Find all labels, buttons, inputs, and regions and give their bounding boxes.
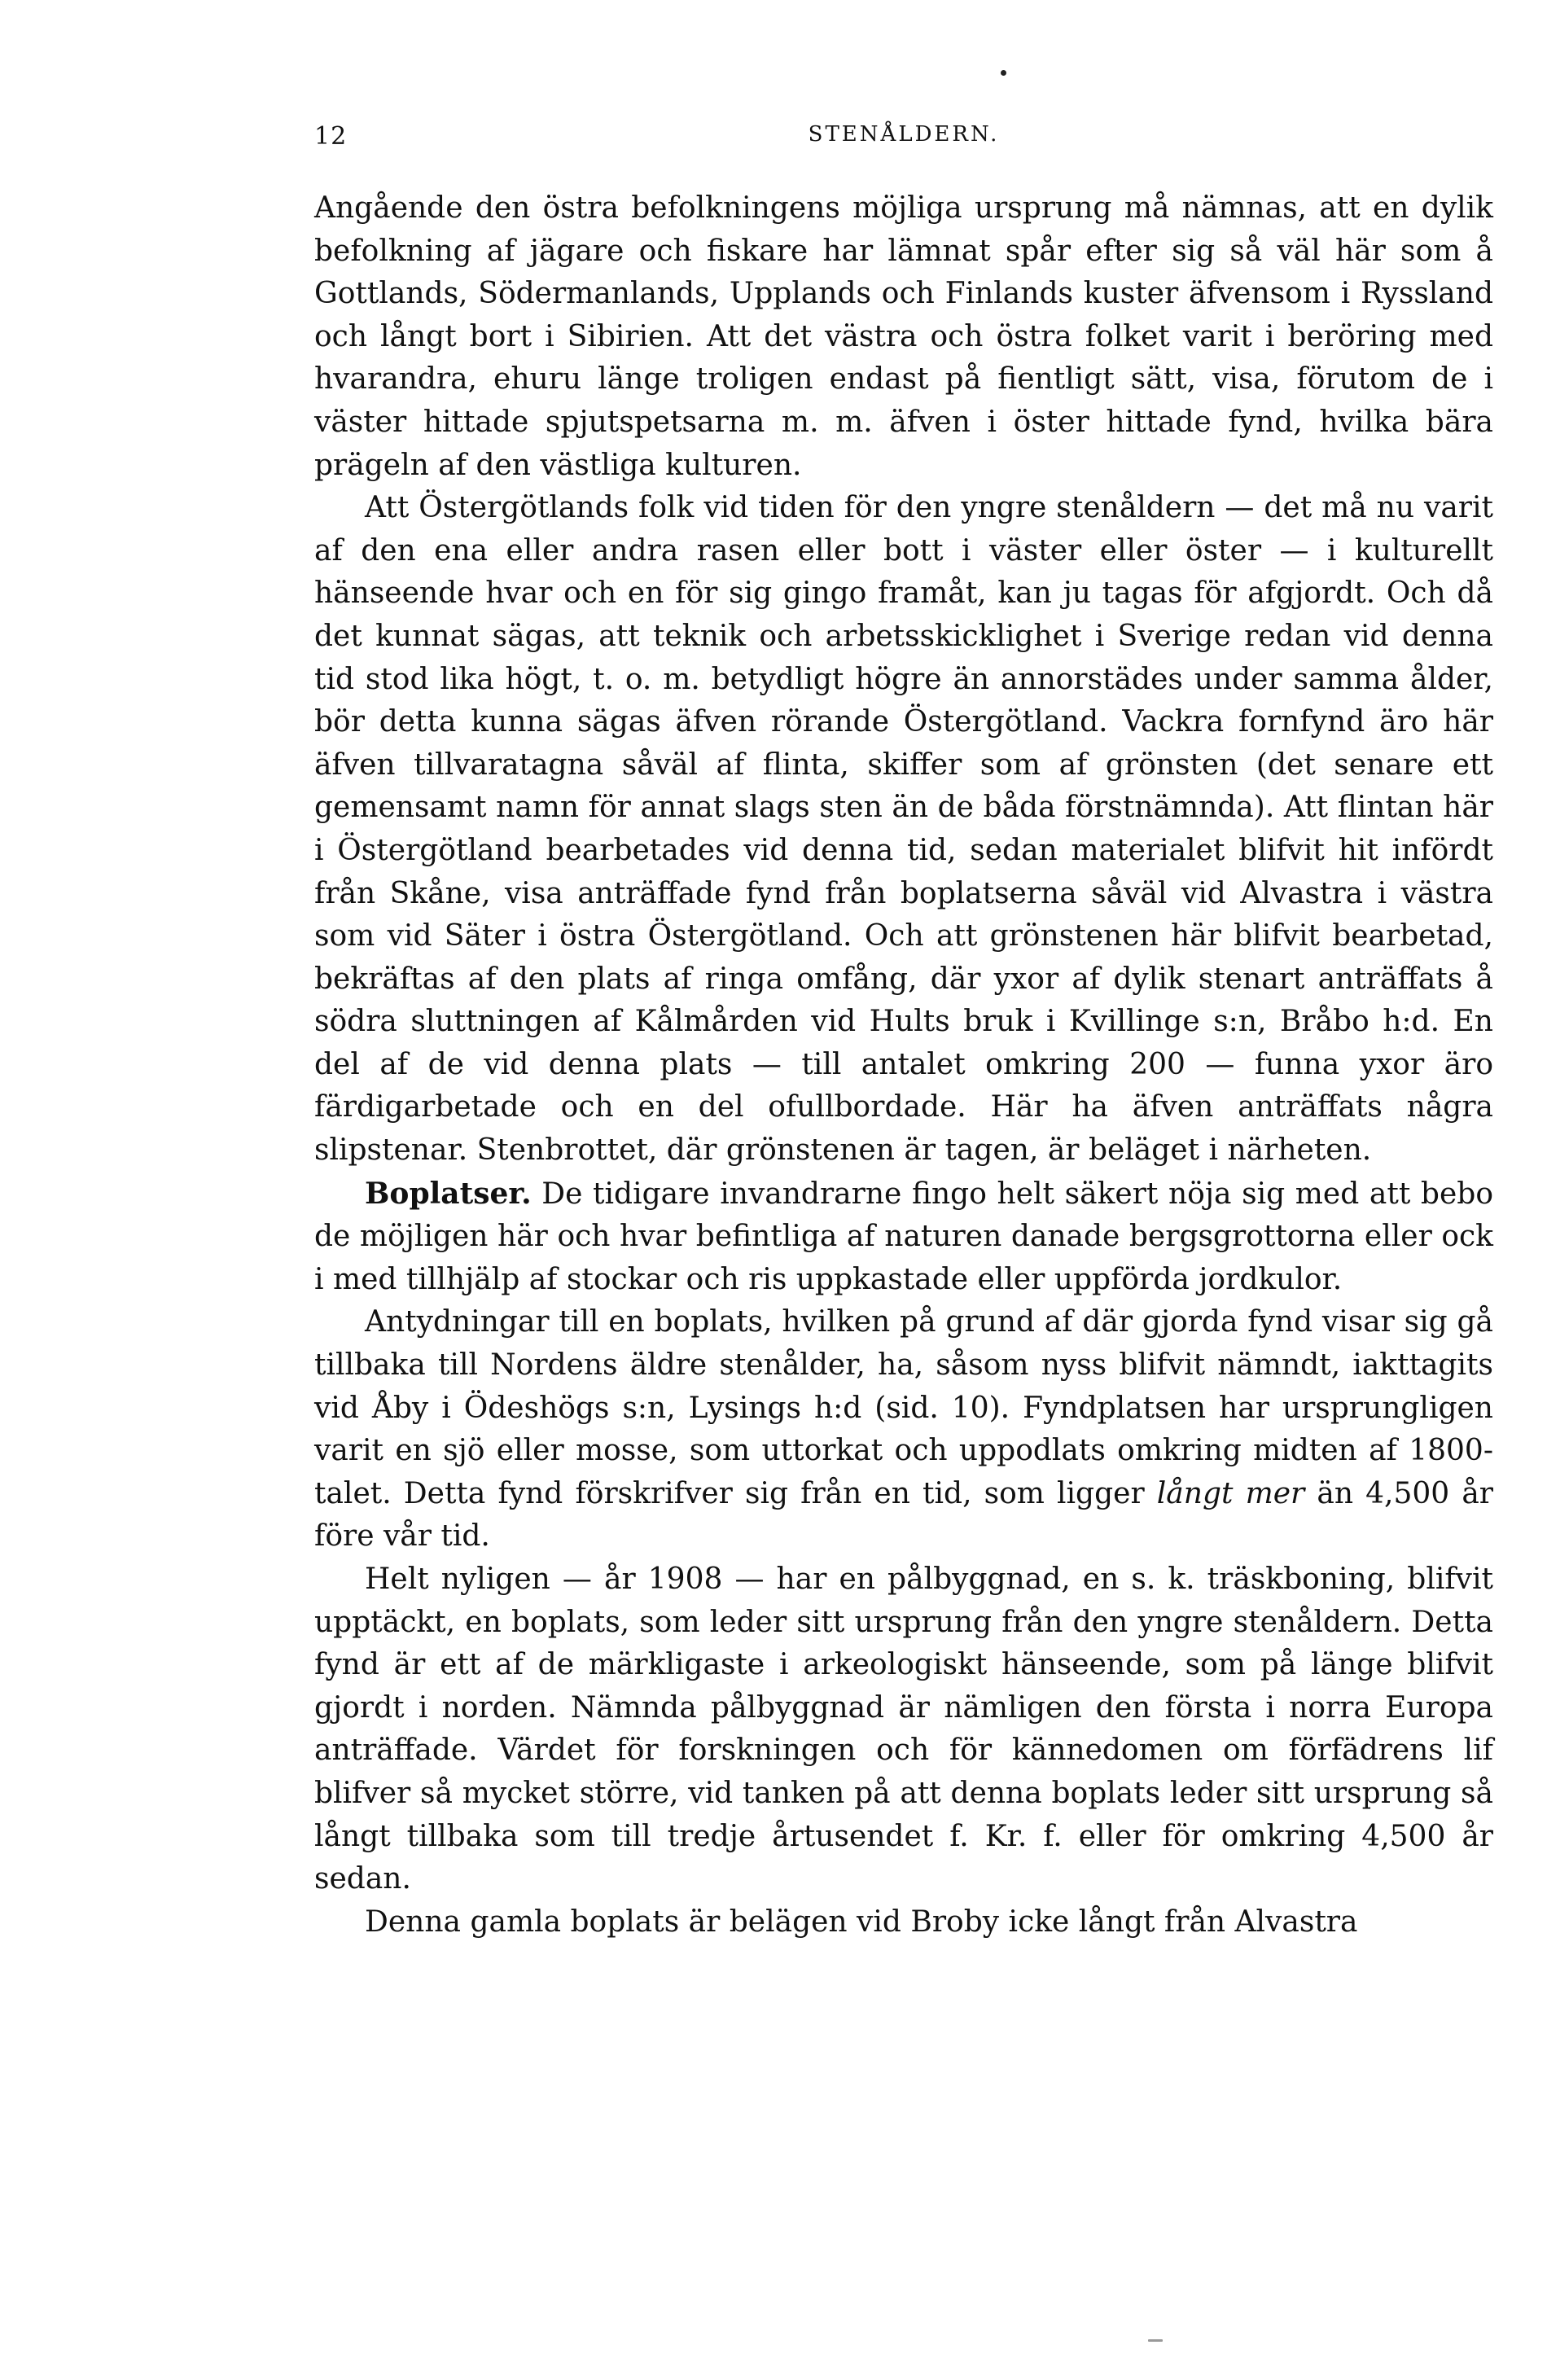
paragraph-broby: Denna gamla boplats är belägen vid Broby icke långt från Alvastra — [365, 1904, 1358, 1939]
paragraph-ostergotland-culture: Att Östergötlands folk vid tiden för den yngre stenåldern — det må nu varit af den ena eller andra rasen eller bott i väster eller öster — i kulturellt hänseende hvar och en för sig gingo framåt, kan ju tagas för afgjordt. Och då det kunnat sägas, att teknik och arbetsskicklighet i Sverige redan vid denna tid stod lika högt, t. o. m. betydligt högre än annorstädes under samma ålder, bör detta kunna sägas äfven rörande Östergötland. Vackra fornfynd äro här äfven tillvaratagna såväl af flinta, skiffer som af grönsten (det senare ett gemensamt namn för annat slags sten än de båda förstnämnda). Att flintan här i Östergötland bearbetades vid denna tid, sedan materialet blifvit hit infördt från Skåne, visa anträffade fynd från boplatserna såväl vid Alvastra i västra som vid Säter i östra Östergötland. Och att grönstenen här blifvit bearbetad, bekräftas af den plats af ringa omfång, där yxor af dylik stenart anträffats å södra sluttningen af Kålmården vid Hults bruk i Kvillinge s:n, Bråbo h:d. En del af de vid denna plats — till antalet omkring 200 — funna yxor äro färdigarbetade och en del ofullbordade. Här ha äfven anträffats några slipstenar. Stenbrottet, där grönstenen är tagen, är beläget i närheten. — [314, 491, 1493, 1168]
print-mark — [1148, 2339, 1163, 2342]
print-speck — [1001, 70, 1006, 76]
page-number: 12 — [314, 122, 348, 151]
book-page — [314, 122, 1493, 1944]
paragraph-aby-end: än 4,500 år före vår tid. — [314, 1476, 1493, 1554]
italic-emphasis: långt mer — [1156, 1476, 1305, 1510]
paragraph-aby-text: Antydningar till en boplats, hvilken på grund af där gjorda fynd visar sig gå tillbaka till Nordens äldre stenålder, ha, såsom nyss blifvit nämndt, iakttagits vid Åby i Ödeshögs s:n, Lysings h:d (sid. 10). Fyndplatsen har ursprungligen varit en sjö eller mosse, som uttorkat och uppodlats omkring midten af 1800-talet. Detta fynd förskrifver sig från en tid, som ligger — [314, 1305, 1493, 1510]
section-heading-boplatser: Boplatser. — [365, 1176, 532, 1211]
paragraph-origins: Angående den östra befolkningens möjliga ursprung må nämnas, att en dylik befolkning af jägare och fiskare har lämnat spår efter sig så väl här som å Gottlands, Södermanlands, Upplands och Finlands kuster äfvensom i Ryssland och långt bort i Sibirien. Att det västra och östra folket varit i beröring med hvarandra, ehuru länge troligen endast på fientligt sätt, visa, förutom de i väster hittade spjutspetsarna m. m. äfven i öster hittade fynd, hvilka bära prägeln af den västliga kulturen. — [314, 191, 1493, 482]
paragraph-palbyggnad: Helt nyligen — år 1908 — har en pålbyggnad, en s. k. träskboning, blifvit upptäckt, en boplats, som leder sitt ursprung från den yngre stenåldern. Detta fynd är ett af de märkligaste i arkeologiskt hänseende, som på länge blifvit gjordt i norden. Nämnda pålbyggnad är nämligen den första i norra Europa anträffade. Värdet för forskningen och för kännedomen om förfädrens lif blifver så mycket större, vid tanken på att denna boplats leder sitt ursprung så långt tillbaka som till tredje årtusendet f. Kr. f. eller för omkring 4,500 år sedan. — [314, 1563, 1493, 1896]
running-head — [314, 122, 1493, 171]
paragraph-boplatser-text: De tidigare invandrarne fingo helt säkert nöja sig med att bebo de möjligen här och hvar befintliga af naturen danade bergsgrottorna eller ock i med tillhjälp af stockar och ris uppkastade eller uppförda jordkulor. — [314, 1177, 1493, 1296]
paragraph-aby — [314, 1301, 1493, 1558]
body-text — [314, 187, 1493, 1944]
paragraph-boplatser — [314, 1172, 1493, 1302]
running-title: STENÅLDERN. — [808, 122, 1000, 147]
